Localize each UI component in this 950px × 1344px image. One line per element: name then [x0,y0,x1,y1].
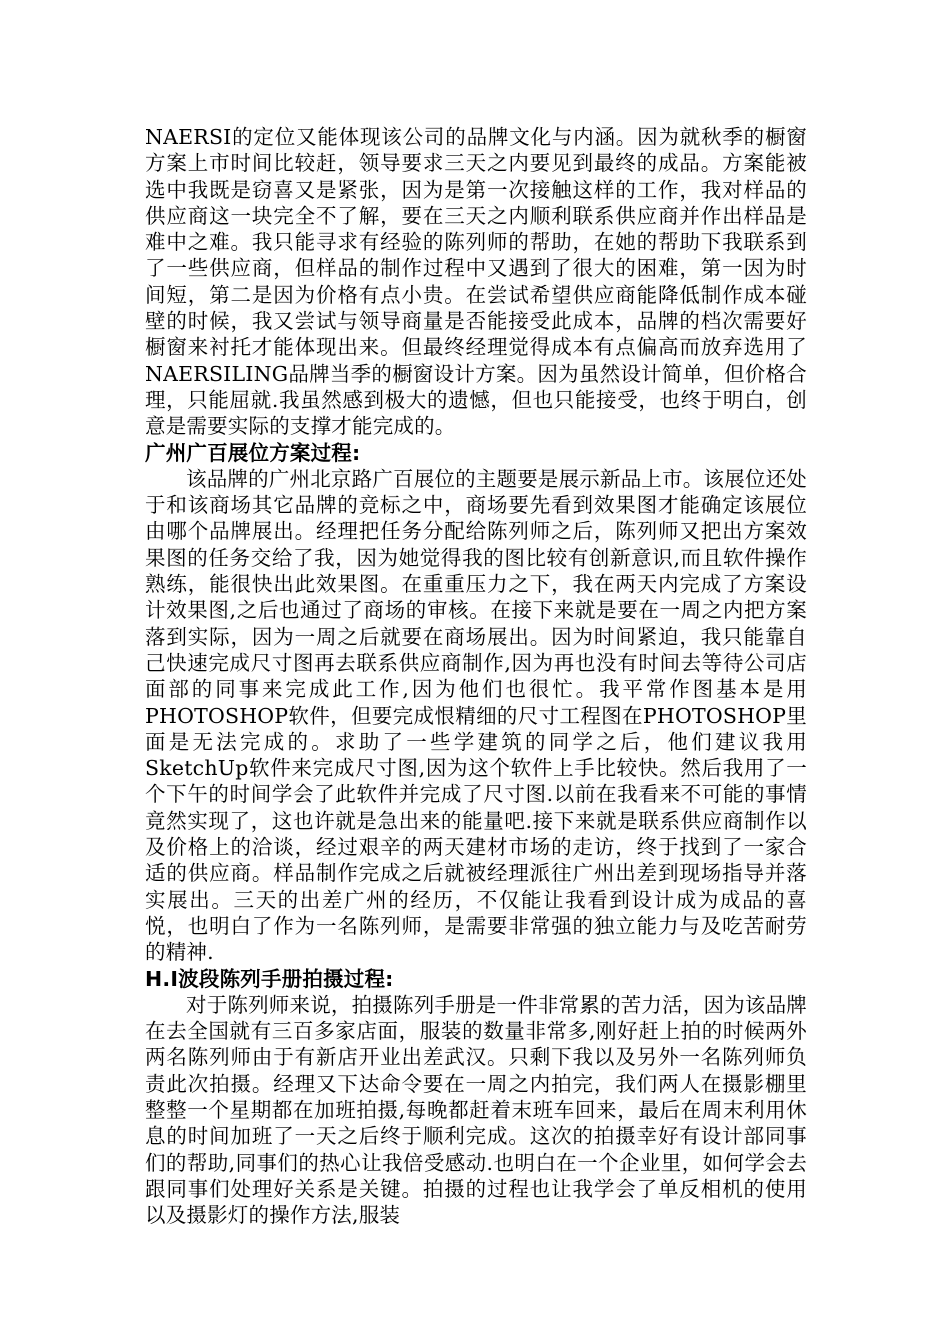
section-heading-manual-shoot: H.I波段陈列手册拍摄过程: [145,966,394,991]
paragraph-guangbai-booth: 该品牌的广州北京路广百展位的主题要是展示新品上市。该展位还处于和该商场其它品牌的竞标之中，商场要先看到效果图才能确定该展位由哪个品牌展出。经理把任务分配给陈列师之后，陈列师又把出方案效果图的任务交给了我，因为她觉得我的图比较有创新意识,而且软件操作熟练，能很快出此效果图。在重重压力之下，我在两天内完成了方案设计效果图,之后也通过了商场的审核。在接下来就是要在一周之内把方案落到实际，因为一周之后就要在商场展出。因为时间紧迫，我只能靠自己快速完成尺寸图再去联系供应商制作,因为再也没有时间去等待公司店面部的同事来完成此工作,因为他们也很忙。我平常作图基本是用PHOTOSHOP软件，但要完成恨精细的尺寸工程图在PHOTOSHOP里面是无法完成的。求助了一些学建筑的同学之后，他们建议我用SketchUp软件来完成尺寸图,因为这个软件上手比较快。然后我用了一个下午的时间学会了此软件并完成了尺寸图.以前在我看来不可能的事情竟然实现了，这也许就是急出来的能量吧.接下来就是联系供应商制作以及价格上的洽谈，经过艰辛的两天建材市场的走访，终于找到了一家合适的供应商。样品制作完成之后就被经理派往广州出差到现场指导并落实展出。三天的出差广州的经历，不仅能让我看到设计成为成品的喜悦，也明白了作为一名陈列师，是需要非常强的独立能力与及吃苦耐劳的精神. [145,466,807,965]
section-heading-guangbai: 广州广百展位方案过程: [145,440,361,465]
document-page [145,124,807,1228]
paragraph-manual-shoot: 对于陈列师来说，拍摄陈列手册是一件非常累的苦力活，因为该品牌在去全国就有三百多家店面，服装的数量非常多,刚好赶上拍的时候两外两名陈列师由于有新店开业出差武汉。只剩下我以及另外一名陈列师负责此次拍摄。经理又下达命令要在一周之内拍完，我们两人在摄影棚里整整一个星期都在加班拍摄,每晚都赶着末班车回来，最后在周末利用休息的时间加班了一天之后终于顺利完成。这次的拍摄幸好有设计部同事们的帮助,同事们的热心让我倍受感动.也明白在一个企业里，如何学会去跟同事们处理好关系是关键。拍摄的过程也让我学会了单反相机的使用以及摄影灯的操作方法,服装 [145,992,807,1228]
paragraph-window-plan: NAERSI的定位又能体现该公司的品牌文化与内涵。因为就秋季的橱窗方案上市时间比较赶，领导要求三天之内要见到最终的成品。方案能被选中我既是窃喜又是紧张，因为是第一次接触这样的工作，我对样品的供应商这一块完全不了解，要在三天之内顺利联系供应商并作出样品是难中之难。我只能寻求有经验的陈列师的帮助，在她的帮助下我联系到了一些供应商，但样品的制作过程中又遇到了很大的困难，第一因为时间短，第二是因为价格有点小贵。在尝试希望供应商能降低制作成本碰壁的时候，我又尝试与领导商量是否能接受此成本，品牌的档次需要好橱窗来衬托才能体现出来。但最终经理觉得成本有点偏高而放弃选用了NAERSILING品牌当季的橱窗设计方案。因为虽然设计简单，但价格合理，只能屈就.我虽然感到极大的遗憾，但也只能接受，也终于明白，创意是需要实际的支撑才能完成的。 [145,125,807,439]
